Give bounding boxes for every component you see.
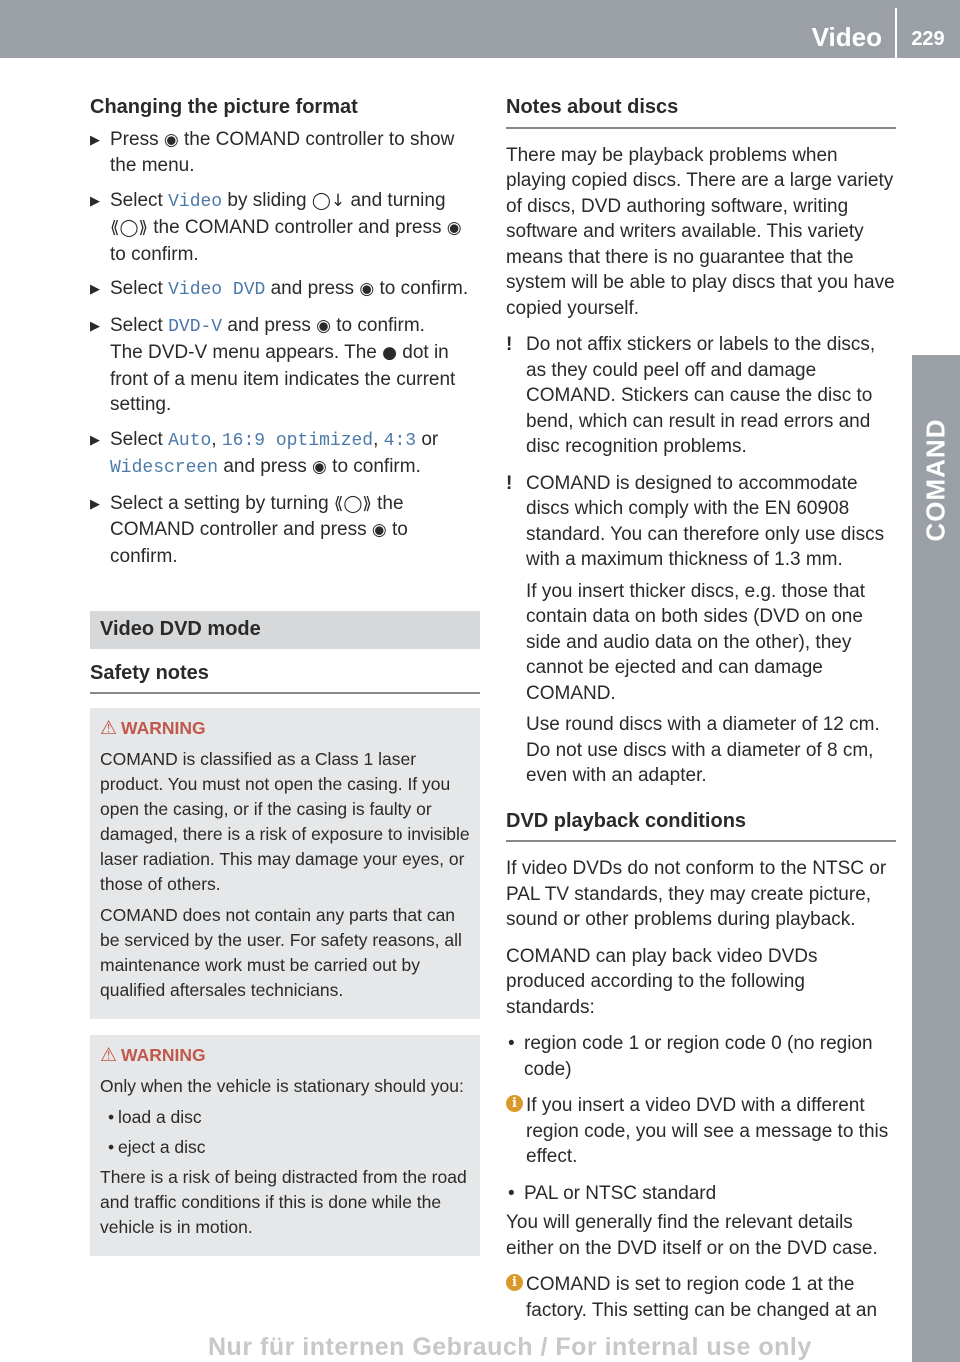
safety-notes-heading: Safety notes: [90, 661, 480, 695]
step-arrow-icon: ▶: [90, 431, 100, 447]
warning-box-stationary: [90, 1035, 480, 1256]
press-controller-icon: ◉: [163, 129, 179, 150]
caution-icon: !: [506, 472, 513, 494]
notes-about-discs-heading: Notes about discs: [506, 95, 896, 129]
selected-dot-icon: ●: [382, 343, 397, 363]
warning-triangle-icon: ⚠: [100, 1045, 118, 1066]
left-column: [90, 95, 480, 1272]
step-5: ▶ Select Auto, 16:9 optimized, 4:3 or Widescreen and press ◉ to confirm.: [90, 428, 439, 478]
step-3: ▶ Select Video DVD and press ◉ to confirm.: [90, 278, 469, 300]
side-tab-label: COMAND: [920, 418, 951, 542]
info-note: i COMAND is set to region code 1 at the factory. This setting can be changed at an: [506, 1272, 896, 1323]
paragraph: If video DVDs do not conform to the NTSC or PAL TV standards, they may create picture, sound or other problems during playback.: [506, 858, 887, 930]
step-4: ▶ Select DVD-V and press ◉ to confirm. The DVD-V menu appears. The ● dot in front of a menu item indicates the current setting.: [90, 314, 456, 415]
menu-item-dvd-v: DVD-V: [168, 316, 223, 337]
menu-item-video: Video: [168, 191, 223, 212]
header-divider: [895, 8, 897, 58]
press-controller-icon: ◉: [316, 315, 331, 336]
step-2: ▶ Select Video by sliding ◯↓ and turning ⟪◯⟫ the COMAND controller and press ◉ to confirm.: [90, 189, 462, 265]
turn-controller-icon: ⟪◯⟫: [333, 493, 372, 514]
slide-controller-icon: ◯↓: [311, 190, 346, 211]
step-arrow-icon: ▶: [90, 281, 100, 296]
paragraph: You will generally find the relevant details either on the DVD itself or on the DVD case.: [506, 1212, 878, 1259]
header-title: Video: [811, 22, 882, 52]
press-controller-icon: ◉: [446, 218, 462, 238]
list-item: • load a disc: [108, 1107, 202, 1127]
list-item: • region code 1 or region code 0 (no region code): [508, 1033, 873, 1080]
warning-box-laser: [90, 708, 480, 1019]
turn-controller-icon: ⟪◯⟫: [110, 218, 148, 238]
press-controller-icon: ◉: [359, 279, 375, 299]
step-arrow-icon: ▶: [90, 495, 100, 511]
menu-item-4-3: 4:3: [383, 430, 417, 451]
dvd-playback-conditions-heading: DVD playback conditions: [506, 809, 896, 843]
paragraph: COMAND can play back video DVDs produced according to the following standards:: [506, 945, 818, 1018]
warning-triangle-icon: ⚠: [100, 718, 118, 739]
info-icon: i: [506, 1274, 523, 1291]
step-arrow-icon: ▶: [90, 131, 100, 147]
paragraph: There may be playback problems when playing copied discs. There are a large variety of discs, DVD authoring software, writing software and writers available. This variety means that there is no guarantee that the system will be able to play discs that you have copied yourself.: [506, 144, 895, 319]
step-1: ▶ Press ◉ the COMAND controller to show the menu.: [90, 128, 455, 176]
list-item: • eject a disc: [108, 1137, 206, 1157]
video-dvd-mode-heading: Video DVD mode: [90, 611, 480, 649]
caution-icon: !: [506, 334, 513, 355]
info-icon: i: [506, 1095, 523, 1112]
page-number: 229: [911, 28, 945, 50]
picture-format-heading: Changing the picture format: [90, 96, 358, 118]
warning-title: WARNING: [121, 1045, 206, 1065]
warning-text: Only when the vehicle is stationary should you:: [100, 1076, 464, 1096]
menu-item-16-9-optimized: 16:9 optimized: [221, 430, 374, 451]
menu-item-auto: Auto: [168, 430, 212, 451]
right-column: [506, 95, 896, 1334]
press-controller-icon: ◉: [312, 457, 327, 477]
step-arrow-icon: ▶: [90, 317, 100, 333]
watermark: Nur für internen Gebrauch / For internal use only: [208, 1333, 812, 1361]
press-controller-icon: ◉: [371, 520, 387, 540]
warning-text: COMAND is classified as a Class 1 laser product. You must not open the casing. If you open the casing, or if the casing is faulty or damaged, there is a risk of exposure to invisible laser radiation. This may damage your eyes, or those of others.: [100, 749, 470, 894]
menu-item-video-dvd: Video DVD: [168, 280, 266, 300]
info-note: i If you insert a video DVD with a different region code, you will see a message to this effect.: [506, 1093, 896, 1170]
caution-note: ! Do not affix stickers or labels to the discs, as they could peel off and damage COMAND. Stickers can cause the disc to bend, which can result in read errors and disc recognition problems.: [506, 334, 876, 457]
step-arrow-icon: ▶: [90, 192, 100, 208]
menu-item-widescreen: Widescreen: [110, 458, 219, 478]
caution-note: ! COMAND is designed to accommodate discs which comply with the EN 60908 standard. You can therefore only use discs with a maximum thickness of 1.3 mm. If you insert thicker discs, e.g. those that contain data on both sides (DVD on one side and audio data on the other), they cannot be ejected and can damage COMAND. Use round discs with a diameter of 12 cm. Do not use discs with a diameter of 8 cm, even with an adapter.: [506, 472, 885, 786]
warning-title: WARNING: [121, 718, 206, 738]
list-item: • PAL or NTSC standard: [508, 1182, 717, 1204]
warning-text: There is a risk of being distracted from the road and traffic conditions if this is done while the vehicle is in motion.: [100, 1167, 467, 1237]
warning-text: COMAND does not contain any parts that can be serviced by the user. For safety reasons, all maintenance work must be carried out by qualified aftersales technicians.: [100, 905, 462, 1000]
step-6: ▶ Select a setting by turning ⟪◯⟫ the COMAND controller and press ◉ to confirm.: [90, 492, 408, 567]
